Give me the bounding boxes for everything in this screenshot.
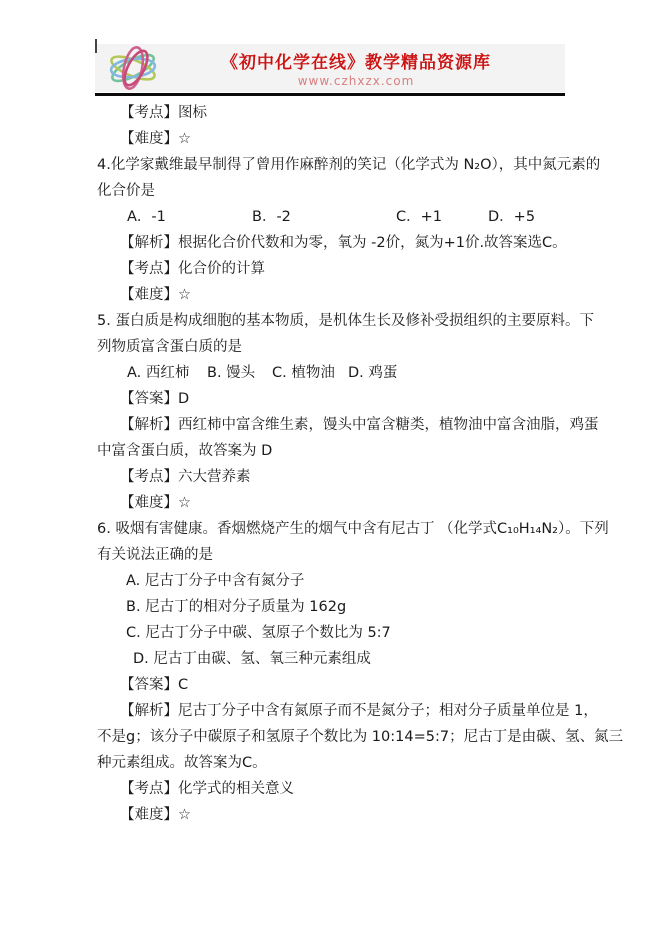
q5-stem-line-2: 列物质富含蛋白质的是 <box>97 339 242 355</box>
q5-option-c: C. 植物油 <box>272 365 335 381</box>
q6-exam-point-line: 【考点】化学式的相关意义 <box>120 781 294 797</box>
q6-option-d: D. 尼古丁由碳、氢、氧三种元素组成 <box>133 651 371 667</box>
q6-difficulty-line: 【难度】☆ <box>120 807 191 823</box>
site-url: www.czhxzx.com <box>297 74 415 88</box>
header-text <box>165 48 565 88</box>
q4-option-c: C．+1 <box>396 209 442 225</box>
q6-stem-line-2: 有关说法正确的是 <box>97 547 213 563</box>
q5-analysis-line-2: 中富含蛋白质，故答案为 D <box>97 443 273 459</box>
q5-stem-line-1: 5. 蛋白质是构成细胞的基本物质，是机体生长及修补受损组织的主要原料。下 <box>97 313 594 329</box>
header <box>95 44 565 92</box>
q6-analysis-line-2: 不是g；该分子中碳原子和氢原子个数比为 10:14=5:7；尼古丁是由碳、氢、氮三 <box>97 729 624 745</box>
q4-option-b: B．-2 <box>252 209 291 225</box>
q6-analysis-line-1: 【解析】尼古丁分子中含有氮原子而不是氮分子；相对分子质量单位是 1， <box>120 703 598 719</box>
q4-options-row <box>95 204 565 230</box>
prev-difficulty-line: 【难度】☆ <box>120 131 191 147</box>
q4-option-d: D．+5 <box>488 209 536 225</box>
q4-analysis-line: 【解析】根据化合价代数和为零，氧为 -2价，氮为+1价.故答案选C。 <box>120 235 567 251</box>
q5-option-d: D. 鸡蛋 <box>348 365 398 381</box>
q4-stem-line-2: 化合价是 <box>97 183 155 199</box>
q6-option-c: C. 尼古丁分子中碳、氢原子个数比为 5:7 <box>126 625 391 641</box>
q5-analysis-line-1: 【解析】西红柿中富含维生素，馒头中富含糖类，植物油中富含油脂，鸡蛋 <box>120 417 599 433</box>
q6-analysis-line-3: 种元素组成。故答案为C。 <box>97 755 267 771</box>
q4-exam-point-line: 【考点】化合价的计算 <box>120 261 265 277</box>
q4-option-a: A．-1 <box>127 209 166 225</box>
q5-difficulty-line: 【难度】☆ <box>120 495 191 511</box>
q5-answer-line: 【答案】D <box>120 391 190 407</box>
q5-option-b: B. 馒头 <box>207 365 256 381</box>
scan-artifact-mark <box>95 39 97 53</box>
q6-stem-line-1: 6. 吸烟有害健康。香烟燃烧产生的烟气中含有尼古丁 （化学式C₁₀H₁₄N₂）。下列 <box>97 521 609 537</box>
q5-exam-point-line: 【考点】六大营养素 <box>120 469 251 485</box>
document-content <box>95 44 624 828</box>
q6-option-b: B. 尼古丁的相对分子质量为 162g <box>126 599 347 615</box>
q5-options-row <box>95 360 565 386</box>
q6-option-a: A. 尼古丁分子中含有氮分子 <box>126 573 305 589</box>
prev-exam-point-line: 【考点】图标 <box>120 105 207 121</box>
site-title: 《初中化学在线》教学精品资源库 <box>221 53 491 72</box>
q5-option-a: A. 西红柿 <box>127 365 190 381</box>
exam-text <box>95 96 624 828</box>
q6-answer-line: 【答案】C <box>120 677 189 693</box>
q4-stem-line-1: 4.化学家戴维最早制得了曾用作麻醉剂的笑记（化学式为 N₂O），其中氮元素的 <box>97 157 601 173</box>
q4-difficulty-line: 【难度】☆ <box>120 287 191 303</box>
atom-ribbons-icon <box>101 45 165 91</box>
